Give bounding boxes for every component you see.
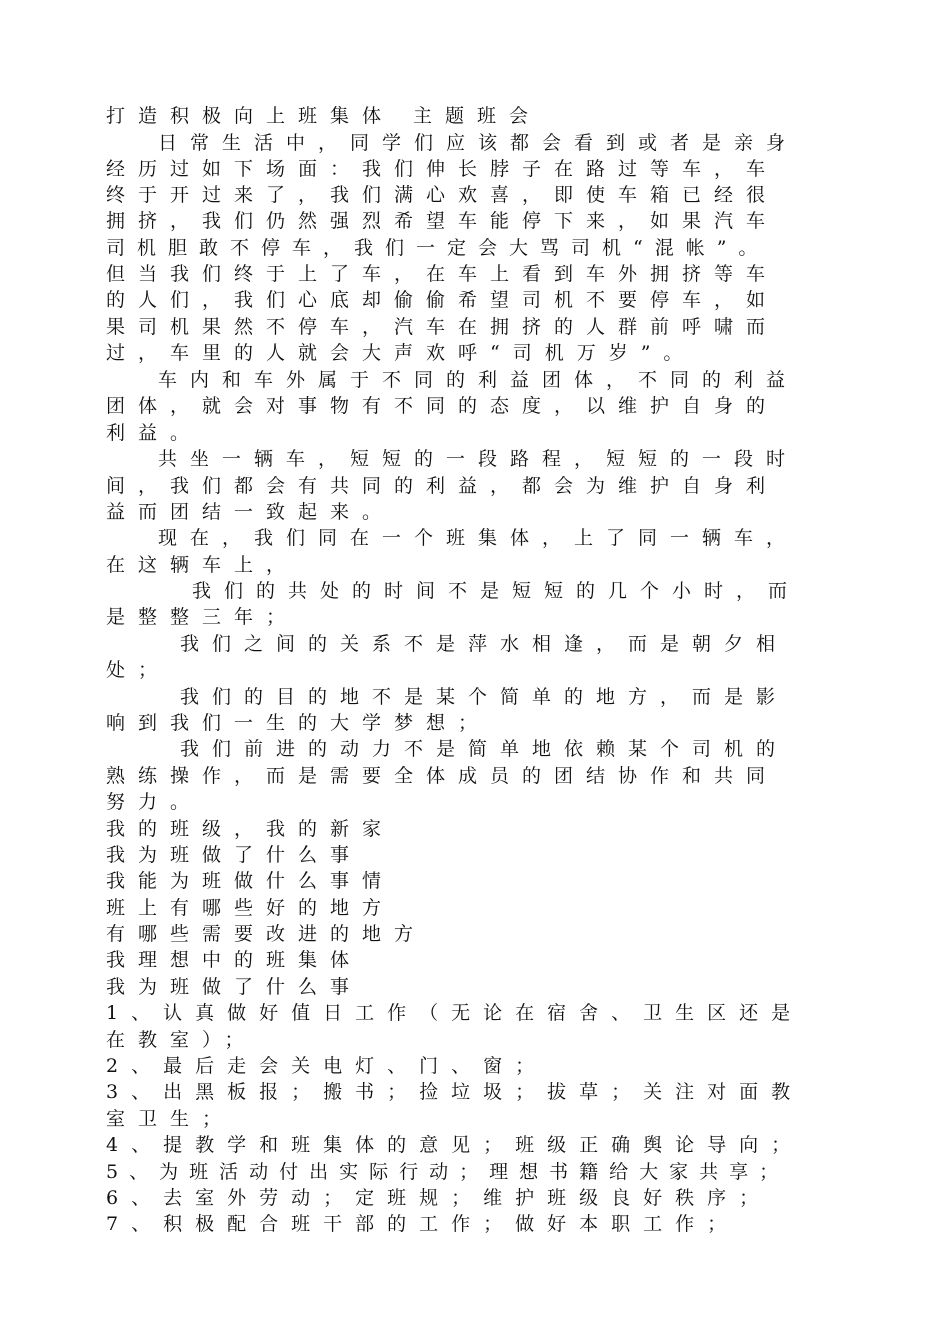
text-line: 拥挤，我们仍然强烈希望车能停下来，如果汽车 bbox=[106, 210, 779, 232]
list-item: 5、为班活动付出实际行动；理想书籍给大家共享； bbox=[106, 1161, 790, 1183]
text-line: 我们的共处的时间不是短短的几个小时，而 bbox=[192, 580, 801, 602]
list-item: 7、积极配合班干部的工作；做好本职工作； bbox=[106, 1213, 740, 1235]
list-item: 3、出黑板报；搬书；捡垃圾；拔草；关注对面教 bbox=[106, 1081, 804, 1103]
list-item-continuation: 在教室）； bbox=[106, 1029, 257, 1051]
text-line: 是整整三年； bbox=[106, 606, 299, 628]
text-line: 处； bbox=[106, 659, 171, 681]
text-line: 现在，我们同在一个班集体，上了同一辆车， bbox=[158, 527, 799, 549]
text-line: 果司机果然不停车，汽车在拥挤的人群前呼啸而 bbox=[106, 316, 779, 338]
document-title: 打造积极向上班集体 主题班会 bbox=[106, 105, 542, 127]
text-line: 我们之间的关系不是萍水相逢，而是朝夕相 bbox=[180, 633, 789, 655]
list-item: 2、最后走会关电灯、门、窗； bbox=[106, 1055, 548, 1077]
text-line: 益而团结一致起来。 bbox=[106, 501, 395, 523]
text-line: 过，车里的人就会大声欢呼“司机万岁”。 bbox=[106, 342, 696, 364]
text-line: 努力。 bbox=[106, 791, 203, 813]
text-line: 熟练操作，而是需要全体成员的团结协作和共同 bbox=[106, 765, 779, 787]
list-item: 1、认真做好值日工作（无论在宿舍、卫生区还是 bbox=[106, 1002, 804, 1024]
text-line: 车内和车外属于不同的利益团体，不同的利益 bbox=[158, 369, 799, 391]
section-heading: 我能为班做什么事情 bbox=[106, 870, 395, 892]
text-line: 团体，就会对事物有不同的态度，以维护自身的 bbox=[106, 395, 779, 417]
text-line: 我们的目的地不是某个简单的地方，而是影 bbox=[180, 686, 789, 708]
text-line: 的人们，我们心底却偷偷希望司机不要停车，如 bbox=[106, 289, 779, 311]
text-line: 间，我们都会有共同的利益，都会为维护自身利 bbox=[106, 475, 779, 497]
section-heading: 我理想中的班集体 bbox=[106, 949, 363, 971]
text-line: 响到我们一生的大学梦想； bbox=[106, 712, 491, 734]
section-heading: 我为班做了什么事 bbox=[106, 844, 363, 866]
text-line: 但当我们终于上了车，在车上看到车外拥挤等车 bbox=[106, 263, 779, 285]
text-line: 利益。 bbox=[106, 422, 203, 444]
section-heading: 我为班做了什么事 bbox=[106, 976, 363, 998]
list-item: 6、去室外劳动；定班规；维护班级良好秩序； bbox=[106, 1187, 772, 1209]
text-line: 经历过如下场面：我们伸长脖子在路过等车，车 bbox=[106, 158, 779, 180]
text-line: 在这辆车上， bbox=[106, 554, 299, 576]
text-line: 终于开过来了，我们满心欢喜，即使车箱已经很 bbox=[106, 184, 779, 206]
section-heading: 班上有哪些好的地方 bbox=[106, 897, 395, 919]
list-item-continuation: 室卫生； bbox=[106, 1108, 235, 1130]
list-item: 4、提教学和班集体的意见；班级正确舆论导向； bbox=[106, 1134, 804, 1156]
section-heading: 有哪些需要改进的地方 bbox=[106, 923, 427, 945]
text-line: 共坐一辆车，短短的一段路程，短短的一段时 bbox=[158, 448, 799, 470]
text-line: 司机胆敢不停车，我们一定会大骂司机“混帐”。 bbox=[106, 237, 770, 259]
text-line: 日常生活中，同学们应该都会看到或者是亲身 bbox=[158, 132, 799, 154]
text-line: 我们前进的动力不是简单地依赖某个司机的 bbox=[180, 738, 789, 760]
section-heading: 我的班级，我的新家 bbox=[106, 818, 395, 840]
